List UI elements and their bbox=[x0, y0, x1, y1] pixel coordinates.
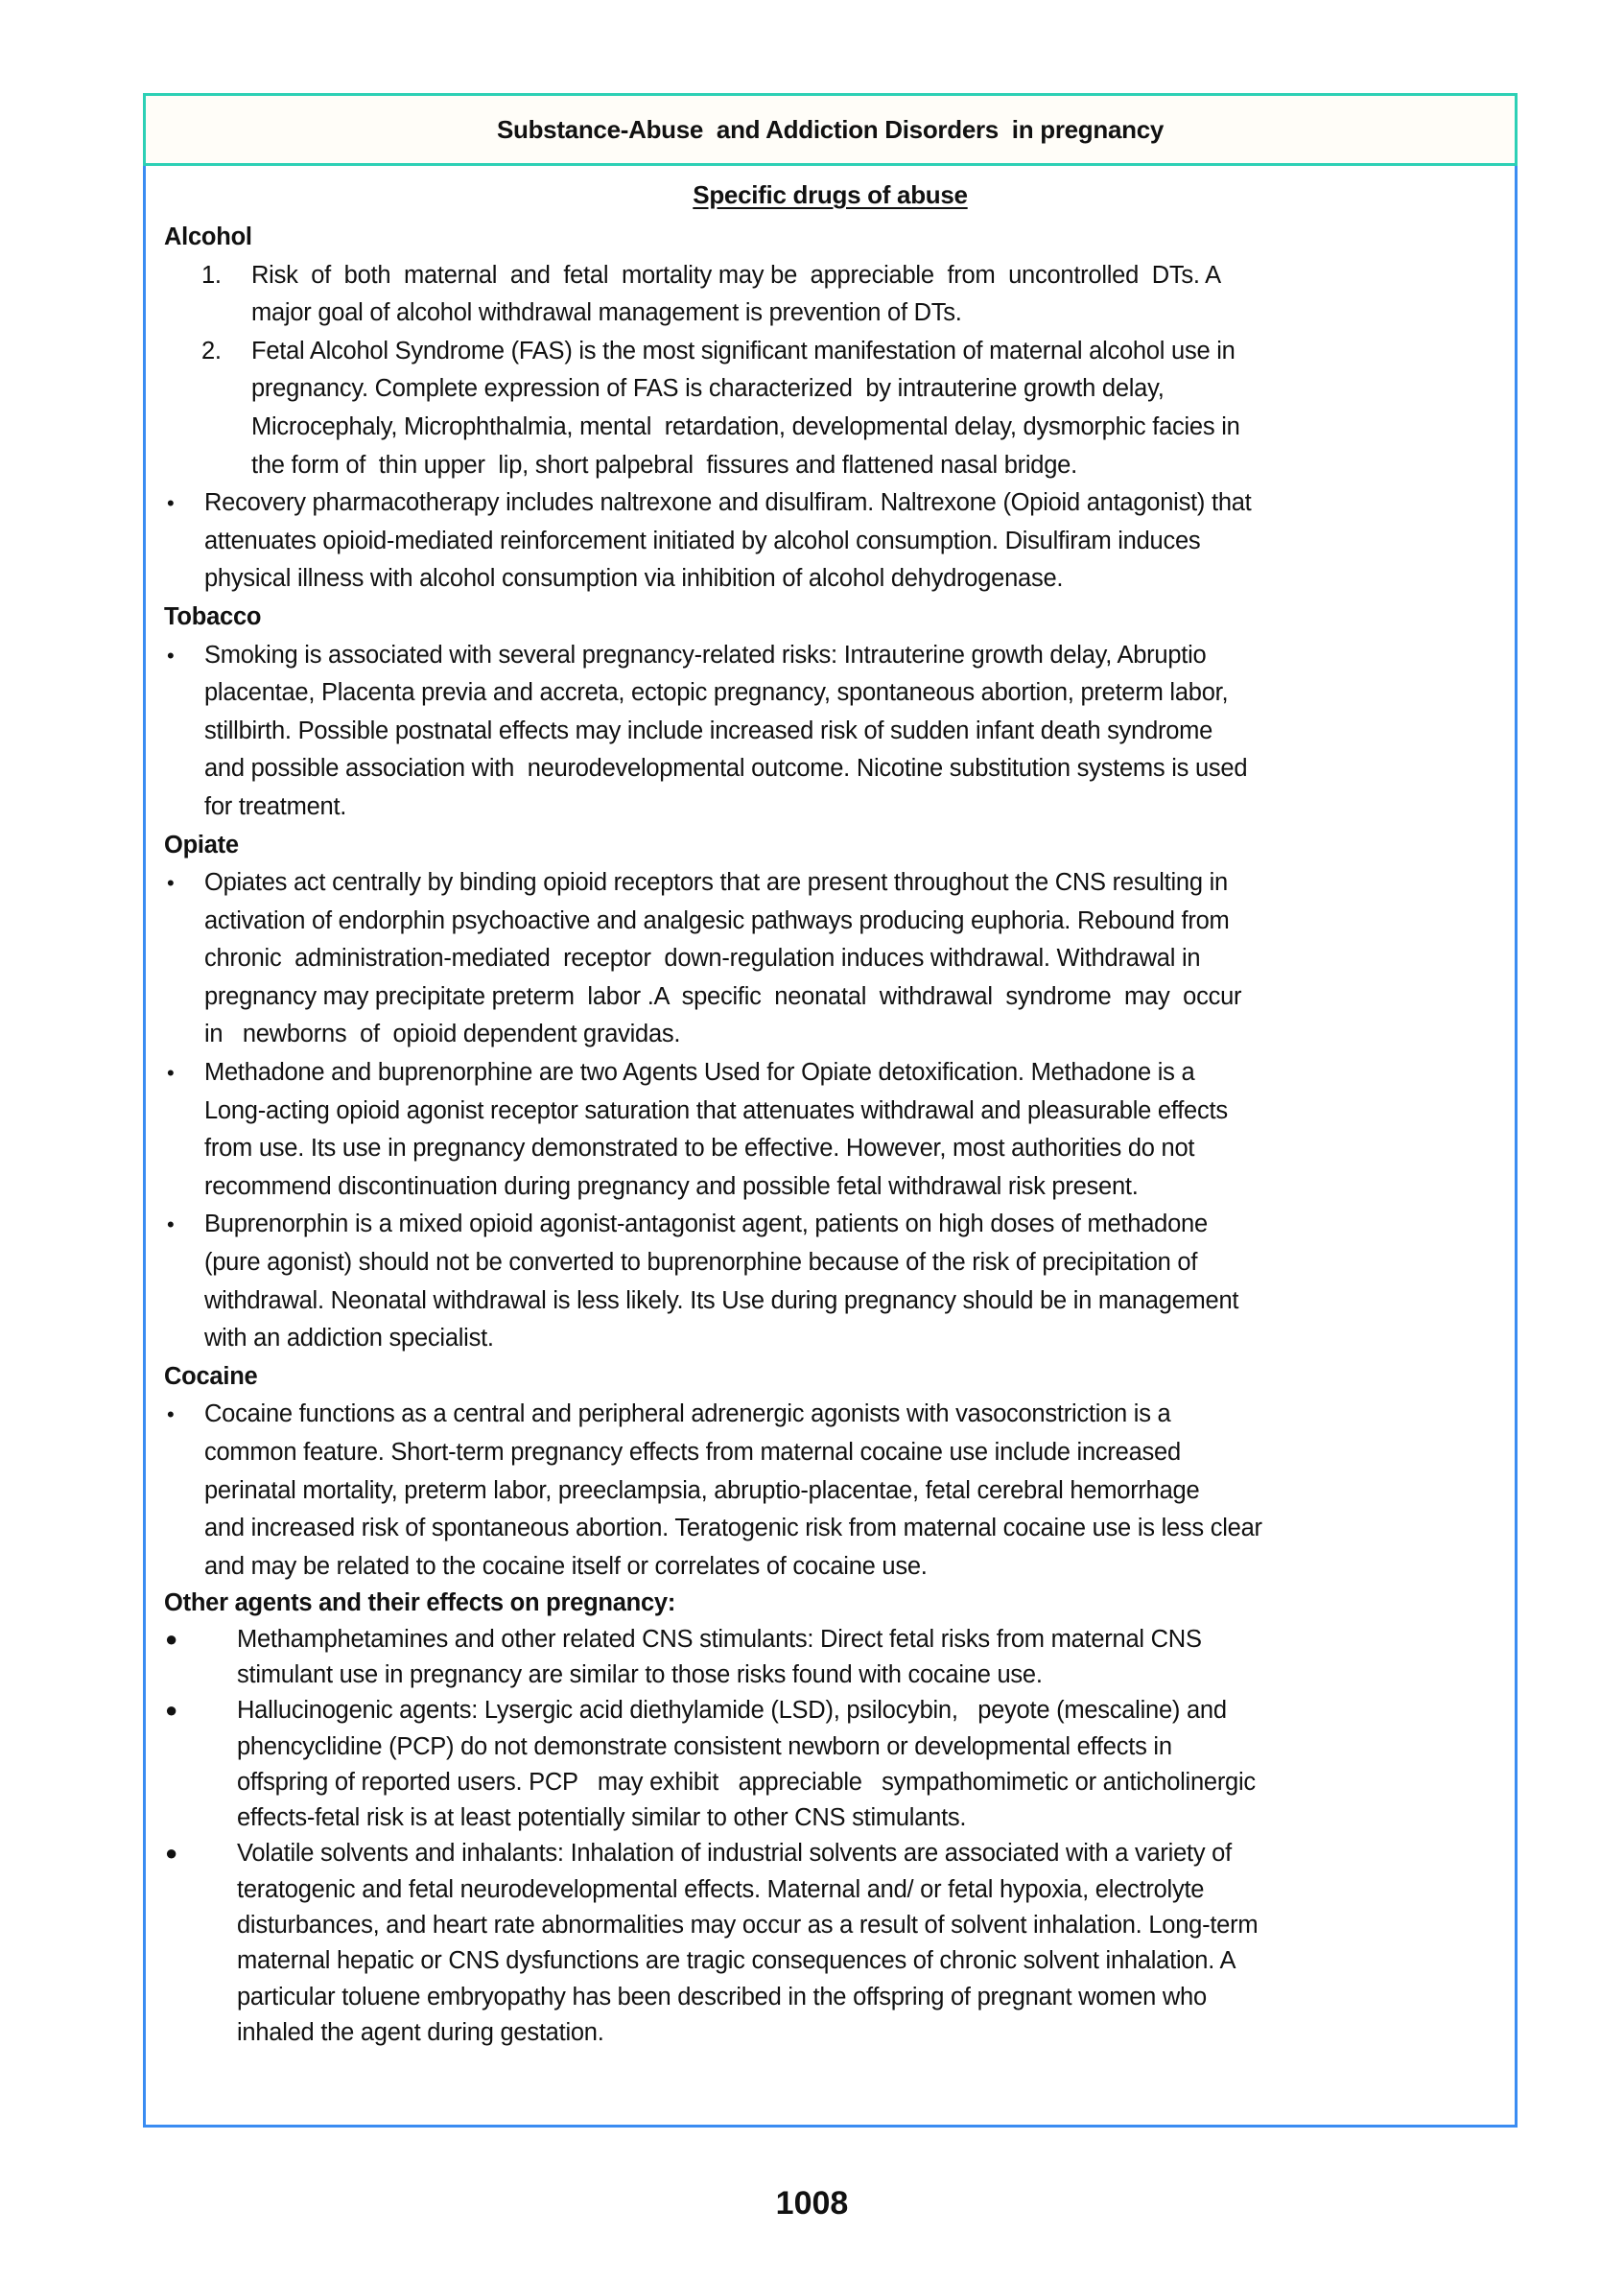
page-number: 1008 bbox=[775, 2185, 849, 2222]
section-other-agents bbox=[0, 1586, 1624, 2051]
bullet-icon: • bbox=[167, 871, 175, 896]
text-line: inhaled the agent during gestation. bbox=[237, 2018, 604, 2046]
text-line: Buprenorphin is a mixed opioid agonist-antagonist agent, patients on high doses of methadone bbox=[204, 1211, 1208, 1238]
bullet-item bbox=[0, 1054, 1624, 1206]
section-heading-cocaine: Cocaine bbox=[164, 1362, 258, 1390]
bullet-icon: • bbox=[167, 1212, 175, 1237]
bullet-icon: • bbox=[167, 1061, 175, 1086]
text-line: physical illness with alcohol consumption via inhibition of alcohol dehydrogenase. bbox=[204, 565, 1064, 593]
text-line: and may be related to the cocaine itself or correlates of cocaine use. bbox=[204, 1552, 928, 1580]
section-heading-opiate: Opiate bbox=[164, 831, 239, 858]
text-line: Microcephaly, Microphthalmia, mental retardation, developmental delay, dysmorphic facies in bbox=[251, 412, 1240, 440]
text-line: Smoking is associated with several pregnancy-related risks: Intrauterine growth delay, Abruptio bbox=[204, 641, 1207, 669]
section-opiate bbox=[0, 827, 1624, 1358]
text-line: pregnancy. Complete expression of FAS is characterized by intrauterine growth delay, bbox=[251, 375, 1165, 403]
text-line: maternal hepatic or CNS dysfunctions are tragic consequences of chronic solvent inhalation. A bbox=[237, 1947, 1236, 1975]
text-line: particular toluene embryopathy has been described in the offspring of pregnant women who bbox=[237, 1983, 1207, 2011]
bullet-icon: • bbox=[167, 1402, 175, 1427]
bullet-item bbox=[0, 1836, 1624, 2051]
text-line: with an addiction specialist. bbox=[204, 1325, 494, 1352]
numbered-item bbox=[0, 257, 1624, 333]
text-line: Hallucinogenic agents: Lysergic acid diethylamide (LSD), psilocybin, peyote (mescaline) and bbox=[237, 1697, 1227, 1725]
text-line: disturbances, and heart rate abnormalities may occur as a result of solvent inhalation. Long-term bbox=[237, 1912, 1259, 1940]
bullet-item bbox=[0, 484, 1624, 599]
text-line: major goal of alcohol withdrawal management is prevention of DTs. bbox=[251, 299, 962, 327]
title-box bbox=[143, 93, 1518, 166]
bullet-icon: ● bbox=[165, 1841, 178, 1866]
bullet-item bbox=[0, 1396, 1624, 1586]
document-body bbox=[0, 219, 1624, 2051]
text-line: Recovery pharmacotherapy includes naltrexone and disulfiram. Naltrexone (Opioid antagonist) that bbox=[204, 489, 1252, 517]
text-line: Methamphetamines and other related CNS stimulants: Direct fetal risks from maternal CNS bbox=[237, 1625, 1202, 1653]
list-number: 2. bbox=[201, 337, 222, 364]
page-title: Substance-Abuse and Addiction Disorders in pregnancy bbox=[496, 114, 1165, 144]
text-line: Risk of both maternal and fetal mortality may be appreciable from uncontrolled DTs. A bbox=[251, 261, 1221, 289]
text-line: common feature. Short-term pregnancy effects from maternal cocaine use include increased bbox=[204, 1439, 1181, 1466]
bullet-icon: • bbox=[167, 491, 175, 516]
section-heading-tobacco: Tobacco bbox=[164, 602, 262, 630]
text-line: offspring of reported users. PCP may exhibit appreciable sympathomimetic or anticholinergic bbox=[237, 1768, 1256, 1796]
section-heading-other-agents: Other agents and their effects on pregnancy: bbox=[164, 1589, 676, 1617]
section-alcohol bbox=[0, 219, 1624, 599]
text-line: in newborns of opioid dependent gravidas. bbox=[204, 1021, 681, 1048]
text-line: Opiates act centrally by binding opioid receptors that are present throughout the CNS resulting in bbox=[204, 869, 1228, 897]
section-heading-alcohol: Alcohol bbox=[164, 223, 252, 250]
text-line: the form of thin upper lip, short palpebral fissures and flattened nasal bridge. bbox=[251, 451, 1077, 479]
bullet-icon: ● bbox=[165, 1698, 178, 1723]
section-cocaine bbox=[0, 1358, 1624, 1587]
text-line: perinatal mortality, preterm labor, preeclampsia, abruptio-placentae, fetal cerebral hemorrhage bbox=[204, 1476, 1200, 1504]
text-line: activation of endorphin psychoactive and analgesic pathways producing euphoria. Rebound from bbox=[204, 906, 1230, 934]
text-line: Fetal Alcohol Syndrome (FAS) is the most significant manifestation of maternal alcohol use in bbox=[251, 337, 1236, 364]
text-line: Long-acting opioid agonist receptor saturation that attenuates withdrawal and pleasurable effects bbox=[204, 1096, 1228, 1124]
text-line: and possible association with neurodevelopmental outcome. Nicotine substitution systems is used bbox=[204, 755, 1248, 783]
text-line: attenuates opioid-mediated reinforcement initiated by alcohol consumption. Disulfiram induces bbox=[204, 527, 1201, 554]
text-line: withdrawal. Neonatal withdrawal is less likely. Its Use during pregnancy should be in management bbox=[204, 1286, 1239, 1314]
bullet-item bbox=[0, 1693, 1624, 1836]
bullet-item bbox=[0, 1622, 1624, 1694]
bullet-item bbox=[0, 637, 1624, 827]
text-line: and increased risk of spontaneous abortion. Teratogenic risk from maternal cocaine use is less clear bbox=[204, 1515, 1262, 1542]
text-line: teratogenic and fetal neurodevelopmental effects. Maternal and/ or fetal hypoxia, electrolyte bbox=[237, 1875, 1205, 1903]
text-line: for treatment. bbox=[204, 792, 347, 820]
text-line: Methadone and buprenorphine are two Agents Used for Opiate detoxification. Methadone is a bbox=[204, 1059, 1195, 1087]
text-line: from use. Its use in pregnancy demonstrated to be effective. However, most authorities do not bbox=[204, 1135, 1195, 1163]
bullet-icon: ● bbox=[165, 1626, 178, 1651]
text-line: Volatile solvents and inhalants: Inhalation of industrial solvents are associated with a variety of bbox=[237, 1840, 1232, 1868]
section-tobacco bbox=[0, 599, 1624, 827]
list-number: 1. bbox=[201, 261, 222, 289]
text-line: chronic administration-mediated receptor down-regulation induces withdrawal. Withdrawal in bbox=[204, 945, 1201, 973]
text-line: (pure agonist) should not be converted to buprenorphine because of the risk of precipitation of bbox=[204, 1249, 1198, 1277]
bullet-item bbox=[0, 864, 1624, 1054]
text-line: placentae, Placenta previa and accreta, ectopic pregnancy, spontaneous abortion, preterm labor, bbox=[204, 679, 1229, 707]
text-line: Cocaine functions as a central and peripheral adrenergic agonists with vasoconstriction is a bbox=[204, 1400, 1171, 1428]
text-line: pregnancy may precipitate preterm labor .A specific neonatal withdrawal syndrome may occur bbox=[204, 982, 1242, 1010]
text-line: recommend discontinuation during pregnancy and possible fetal withdrawal risk present. bbox=[204, 1172, 1139, 1200]
text-line: phencyclidine (PCP) do not demonstrate consistent newborn or developmental effects in bbox=[237, 1732, 1172, 1760]
text-line: stillbirth. Possible postnatal effects may include increased risk of sudden infant death syndrome bbox=[204, 717, 1213, 744]
bullet-icon: • bbox=[167, 643, 175, 668]
numbered-item bbox=[0, 333, 1624, 484]
text-line: stimulant use in pregnancy are similar to those risks found with cocaine use. bbox=[237, 1660, 1043, 1688]
section-subtitle: Specific drugs of abuse bbox=[693, 180, 968, 209]
text-line: effects-fetal risk is at least potentially similar to other CNS stimulants. bbox=[237, 1804, 967, 1832]
bullet-item bbox=[0, 1206, 1624, 1357]
